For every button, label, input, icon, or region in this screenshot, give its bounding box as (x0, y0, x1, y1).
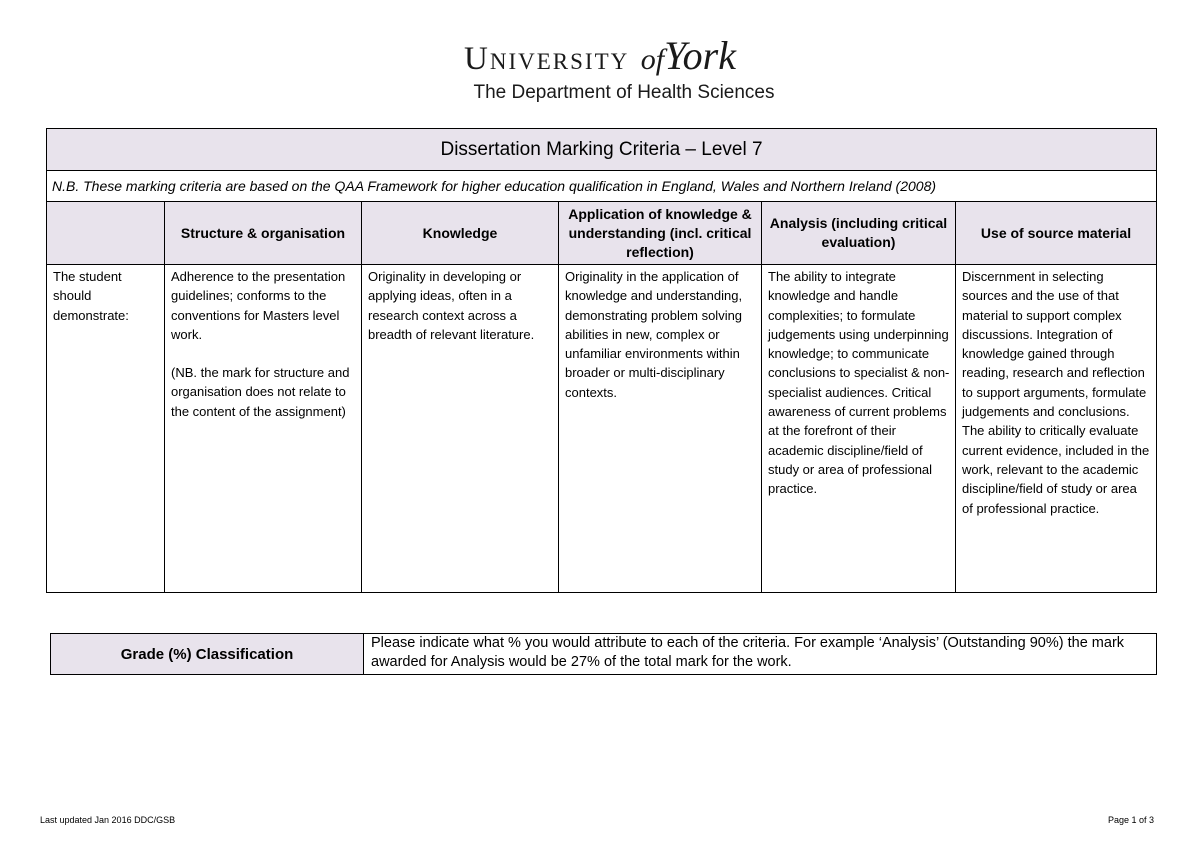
cell-structure (165, 265, 362, 593)
department-name: The Department of Health Sciences (473, 82, 775, 103)
cell-application (559, 265, 762, 593)
logo-wordmark (0, 33, 1200, 80)
header-empty (47, 202, 165, 265)
cell-source-material (956, 265, 1157, 593)
header-source-material: Use of source material (956, 202, 1157, 265)
table-title: Dissertation Marking Criteria – Level 7 (47, 129, 1157, 171)
university-logo (0, 33, 1200, 104)
logo-of: of (640, 43, 665, 76)
header-structure: Structure & organisation (165, 202, 362, 265)
source-material-text: Discernment in selecting sources and the use of that material to support complex discussions. Integration of knowledge gained through reading, research and reflection to support arguments, formulate judgements and conclusions. The ability to critically evaluate current evidence, included in the work, relevant to the academic discipline/field of study or area of professional practice. (962, 269, 1150, 516)
cell-knowledge (362, 265, 559, 593)
logo-university: University (464, 41, 630, 77)
knowledge-text: Originality in developing or applying ideas, often in a research context across a breadth of relevant literature. (368, 269, 535, 342)
header-analysis: Analysis (including critical evaluation) (762, 202, 956, 265)
header-knowledge: Knowledge (362, 202, 559, 265)
grade-label: Grade (%) Classification (51, 634, 364, 675)
grade-instruction: Please indicate what % you would attribute to each of the criteria. For example ‘Analysis’ (Outstanding 90%) the mark awarded for Analysis would be 27% of the total mark for the work. (364, 634, 1157, 675)
header-application: Application of knowledge & understanding (incl. critical reflection) (559, 202, 762, 265)
footer-updated: Last updated Jan 2016 DDC/GSB (40, 815, 176, 825)
footer-page-number: Page 1 of 3 (1107, 815, 1154, 825)
row-label-text: The student should demonstrate: (53, 269, 129, 323)
structure-note: (NB. the mark for structure and organisation does not relate to the content of the assignment) (171, 365, 350, 419)
analysis-text: The ability to integrate knowledge and handle complexities; to formulate judgements using underpinning knowledge; to communicate conclusions to specialist & non-specialist audiences. Critical awareness of current problems at the forefront of their academic discipline/field of study or area of professional practice. (768, 269, 950, 497)
application-text: Originality in the application of knowledge and understanding, demonstrating problem solving abilities in new, complex or unfamiliar environments within broader or multi-disciplinary contexts. (565, 269, 743, 400)
marking-criteria-table (46, 128, 1157, 593)
framework-note: N.B. These marking criteria are based on the QAA Framework for higher education qualification in England, Wales and Northern Ireland (2008) (47, 171, 1157, 202)
row-label (47, 265, 165, 593)
logo-york: York (664, 33, 736, 78)
cell-analysis (762, 265, 956, 593)
structure-text: Adherence to the presentation guidelines; conforms to the conventions for Masters level work. (171, 269, 346, 342)
grade-classification-table (50, 633, 1157, 675)
